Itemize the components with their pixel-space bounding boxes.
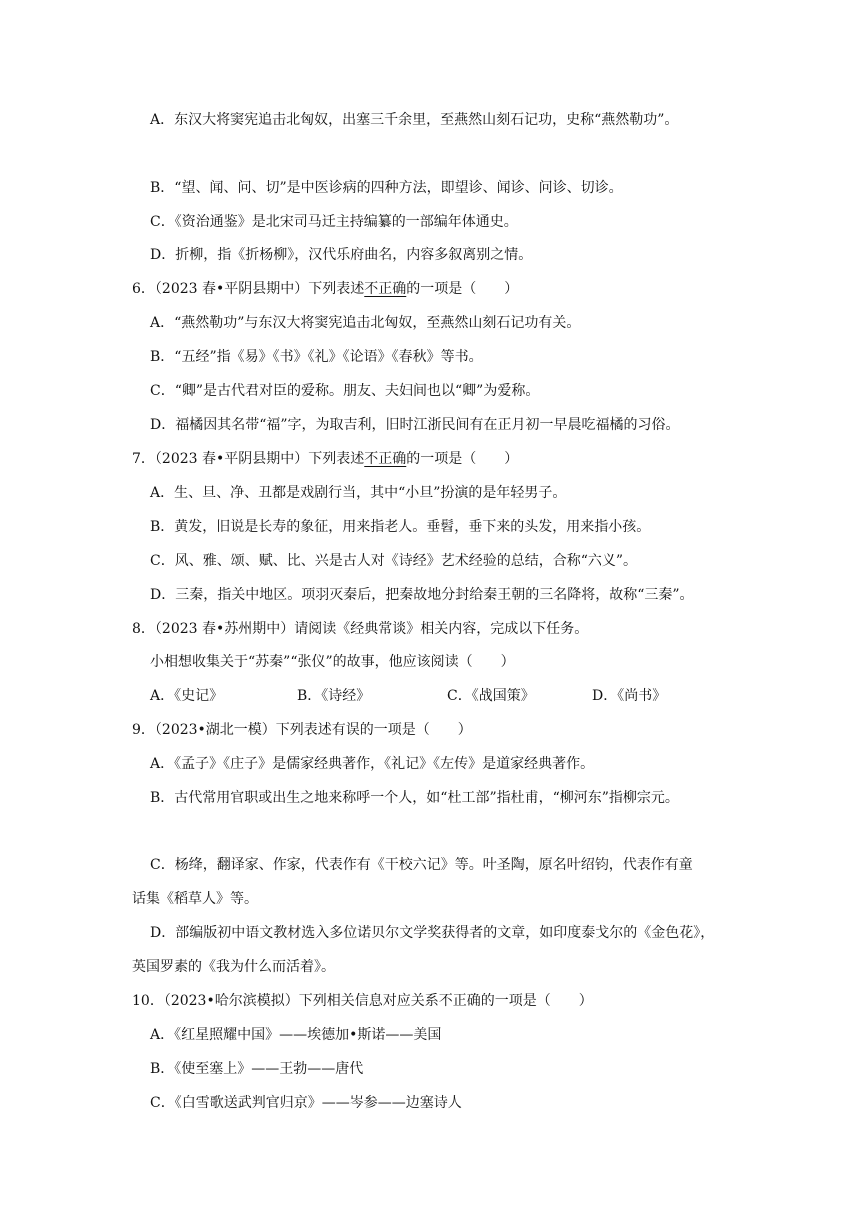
q9-option-b: B．古代常用官职或出生之地来称呼一个人，如“杜工部”指杜甫，“柳河东”指柳宗元。	[150, 790, 679, 806]
q8-sub-question: 小相想收集关于“苏秦”“张仪”的故事，他应该阅读（ ）	[150, 654, 515, 670]
q7-stem-underlined: 不正确	[364, 451, 407, 467]
q7-stem-prefix: 7．（2023 春•平阴县期中）下列表述	[132, 451, 365, 467]
q8-option-a: A．《史记》	[150, 688, 224, 704]
q7-stem-suffix: 的一项是（ ）	[406, 451, 519, 467]
q8-option-b: B．《诗经》	[297, 688, 371, 704]
q9-stem: 9．（2023•湖北一模）下列表述有误的一项是（ ）	[132, 722, 472, 738]
q9-option-d-line1: D．部编版初中语文教材选入多位诺贝尔文学奖获得者的文章，如印度泰戈尔的《金色花》，	[150, 925, 715, 941]
q6-stem-prefix: 6．（2023 春•平阴县期中）下列表述	[132, 281, 365, 297]
q6-option-c: C．“卿”是古代君对臣的爱称。朋友、夫妇间也以“卿”为爱称。	[150, 383, 540, 399]
q9-option-d-line2: 英国罗素的《我为什么而活着》。	[132, 959, 335, 975]
q10-option-c: C．《白雪歌送武判官归京》——岑参——边塞诗人	[150, 1095, 462, 1111]
q8-stem: 8．（2023 春•苏州期中）请阅读《经典常谈》相关内容，完成以下任务。	[132, 621, 589, 637]
q8-option-d: D．《尚书》	[592, 688, 667, 704]
q8-option-c: C．《战国策》	[447, 688, 535, 704]
q9-option-a: A．《孟子》《庄子》是儒家经典著作，《礼记》《左传》是道家经典著作。	[150, 756, 595, 772]
q5-option-a: A．东汉大将窦宪追击北匈奴，出塞三千余里，至燕然山刻石记功，史称“燕然勒功”。	[150, 112, 679, 128]
q6-option-d: D．福橘因其名带“福”字，为取吉利，旧时江浙民间有在正月初一早晨吃福橘的习俗。	[150, 417, 680, 433]
q7-option-b: B．黄发，旧说是长寿的象征，用来指老人。垂髫，垂下来的头发，用来指小孩。	[150, 519, 651, 535]
q10-option-a: A．《红星照耀中国》——埃德加•斯诺——美国	[150, 1027, 442, 1043]
q7-option-a: A．生、旦、净、丑都是戏剧行当，其中“小旦”扮演的是年轻男子。	[150, 485, 567, 501]
q10-stem: 10．（2023•哈尔滨模拟）下列相关信息对应关系不正确的一项是（ ）	[132, 993, 593, 1009]
q10-option-b: B．《使至塞上》——王勃——唐代	[150, 1061, 364, 1077]
q6-stem	[132, 279, 518, 299]
q6-stem-suffix: 的一项是（ ）	[406, 281, 519, 297]
q9-option-c-line1: C．杨绛，翻译家、作家，代表作有《干校六记》等。叶圣陶，原名叶绍钧，代表作有童	[150, 857, 693, 873]
q5-option-d: D．折柳，指《折杨柳》，汉代乐府曲名，内容多叙离别之情。	[150, 247, 533, 263]
q7-option-d: D．三秦，指关中地区。项羽灭秦后，把秦故地分封给秦王朝的三名降将，故称“三秦”。	[150, 587, 694, 603]
q6-option-a: A．“燕然勒功”与东汉大将窦宪追击北匈奴，至燕然山刻石记功有关。	[150, 315, 581, 331]
q6-stem-underlined: 不正确	[364, 281, 407, 297]
q7-stem	[132, 449, 518, 469]
q9-option-c-line2: 话集《稻草人》等。	[132, 891, 258, 907]
q5-option-c: C．《资治通鉴》是北宋司马迁主持编纂的一部编年体通史。	[150, 214, 518, 230]
q6-option-b: B．“五经”指《易》《书》《礼》《论语》《春秋》等书。	[150, 349, 483, 365]
q7-option-c: C．风、雅、颂、赋、比、兴是古人对《诗经》艺术经验的总结，合称“六义”。	[150, 553, 638, 569]
q5-option-b: B．“望、闻、问、切”是中医诊病的四种方法，即望诊、闻诊、问诊、切诊。	[150, 180, 623, 196]
